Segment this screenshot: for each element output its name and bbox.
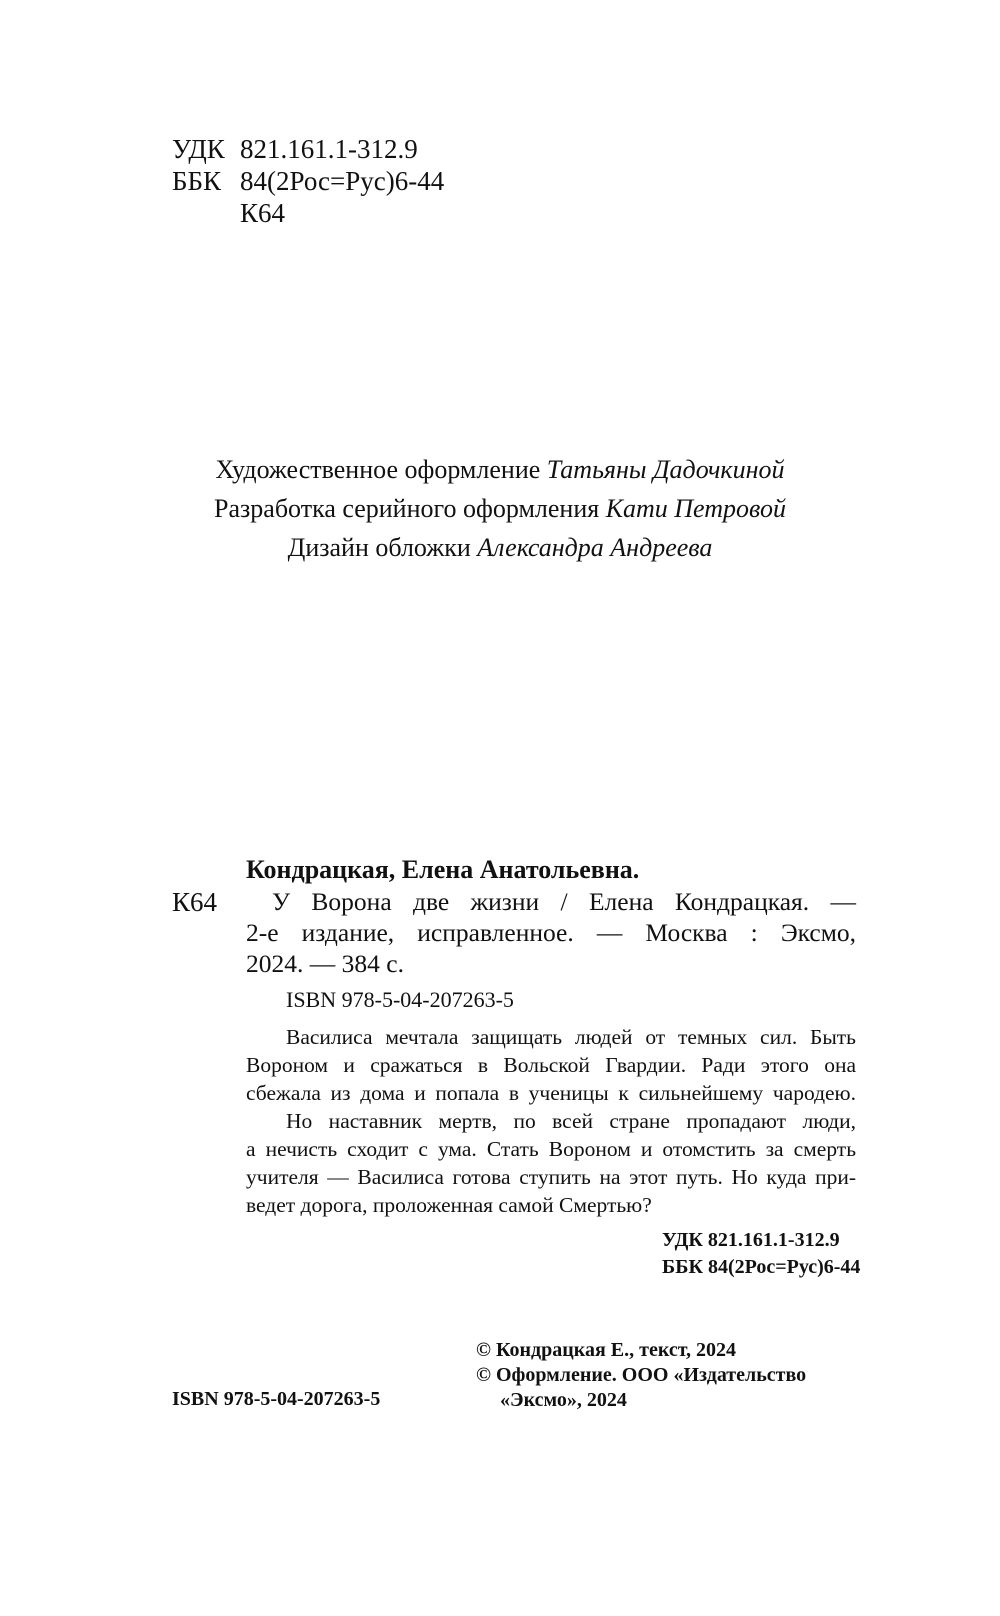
- copyright-line: © Оформление. ООО «Издательство: [476, 1364, 807, 1386]
- credit-role: Художественное оформление: [215, 455, 541, 484]
- credit-line: [0, 533, 1000, 563]
- annotation-line: Вороном и сражаться в Вольской Гвардии. Ради этого она: [246, 1053, 856, 1077]
- credit-name: Кати Петровой: [605, 494, 786, 523]
- credit-line: [0, 494, 1000, 524]
- copyright-line: «Эксмо», 2024: [500, 1389, 627, 1411]
- credit-role: Дизайн обложки: [287, 533, 471, 562]
- catalog-isbn: ISBN 978-5-04-207263-5: [286, 987, 514, 1012]
- udk-label: УДК: [172, 134, 225, 164]
- catalog-mark: К64: [172, 887, 218, 917]
- annotation-line: ведет дорога, проложенная самой Смертью?: [246, 1193, 652, 1217]
- catalog-line: 2024. — 384 с.: [246, 949, 404, 978]
- catalog-line: У Ворона две жизни / Елена Кондрацкая. —: [272, 887, 856, 916]
- annotation-line: сбежала из дома и попала в ученицы к сильнейшему чародею.: [246, 1081, 856, 1105]
- annotation-line: Василиса мечтала защищать людей от темных сил. Быть: [286, 1025, 856, 1049]
- udk-code: УДК 821.161.1-312.9: [662, 1229, 840, 1251]
- credit-role: Разработка серийного оформления: [214, 494, 600, 523]
- bbk-code: ББК 84(2Рос=Рус)6-44: [662, 1256, 861, 1278]
- credit-name: Татьяны Дадочкиной: [546, 455, 785, 484]
- udk-value: 821.161.1-312.9: [240, 134, 418, 164]
- credit-name: Александра Андреева: [477, 533, 713, 562]
- credit-line: [0, 455, 1000, 485]
- annotation-line: а нечисть сходит с ума. Стать Вороном и отомстить за смерть: [246, 1137, 856, 1161]
- footer-isbn: ISBN 978-5-04-207263-5: [172, 1388, 381, 1410]
- catalog-line: 2-е издание, исправленное. — Москва : Эксмо,: [246, 918, 856, 947]
- author-mark: К64: [240, 198, 286, 228]
- annotation-line: Но наставник мертв, по всей стране пропадают люди,: [286, 1109, 856, 1133]
- copyright-line: © Кондрацкая Е., текст, 2024: [476, 1339, 737, 1361]
- author-heading: Кондрацкая, Елена Анатольевна.: [246, 855, 640, 884]
- bbk-value: 84(2Рос=Рус)6-44: [240, 166, 445, 196]
- bbk-label: ББК: [172, 166, 222, 196]
- annotation-line: учителя — Василиса готова ступить на этот путь. Но куда при-: [246, 1165, 856, 1189]
